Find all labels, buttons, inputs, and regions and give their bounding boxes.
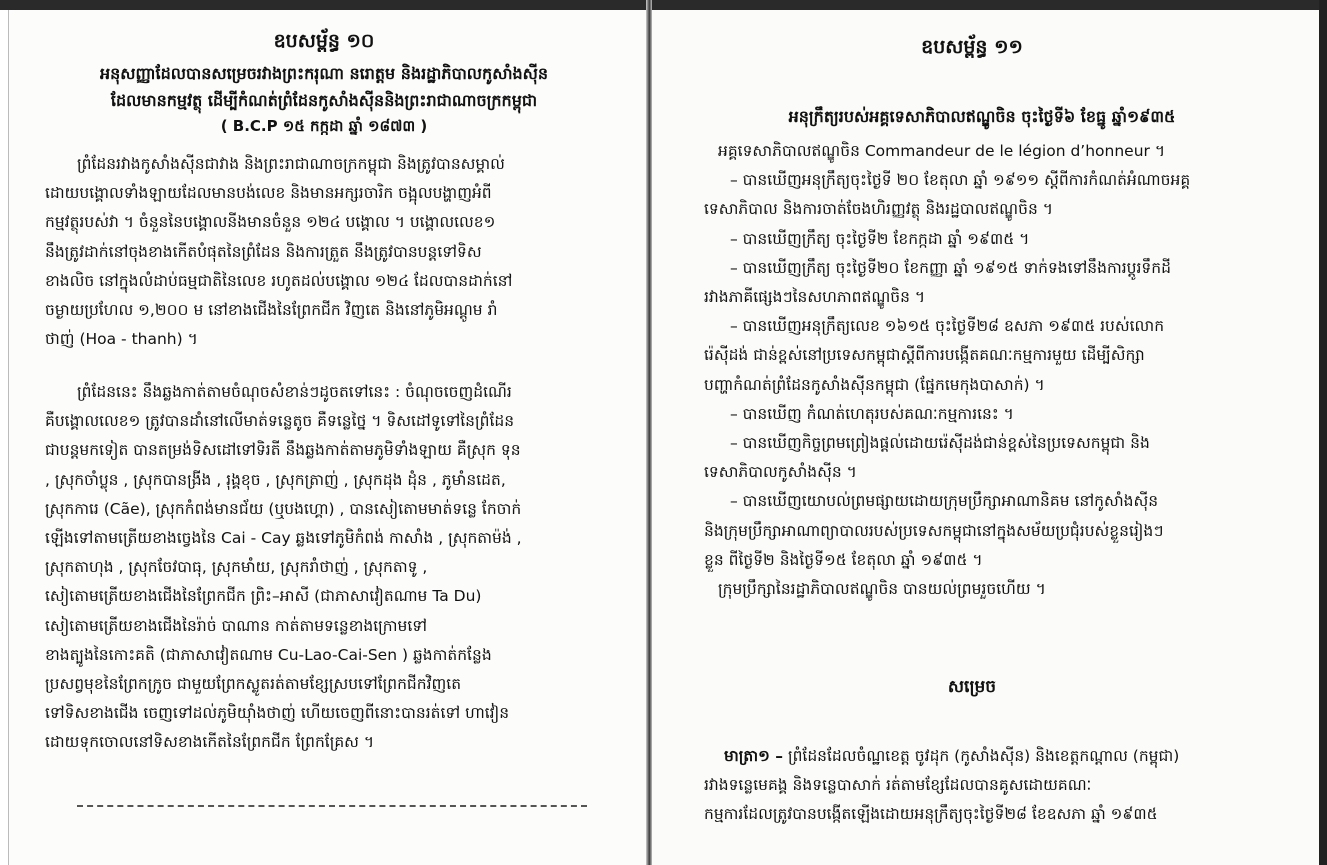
p2-line: ឡើងទៅតាមត្រើយខាងច្វេងនៃ Cai - Cay ឆ្លងទៅភូមិកំពង់ កាសាំង , ស្រុកតាម៉ង់ , — [45, 529, 522, 548]
annex-10-title-line2: ដែលមានកម្មវត្ថុ ដើម្បីកំណត់ព្រំដែនកូសាំងស៊ីននិងព្រះរាជាណាចក្រកម្ពុជា — [110, 91, 538, 110]
article-1-line1 — [704, 742, 1292, 771]
scan-top-border — [0, 0, 1327, 10]
p2-line: ទៅទិសខាងជើង ចេញទៅដល់ភូមិយ៉ាំងថាញ់ ហើយចេញពីនោះបានរត់ទៅ ហាវៀន — [45, 704, 510, 723]
article-1 — [704, 742, 1292, 830]
p1-line: ថាញ់ (Hoa - thanh) ។ — [45, 330, 198, 349]
annex-10-title-line1: អនុសញ្ញាដែលបានសម្រេចរវាងព្រះករុណា នរោត្តម និងរដ្ឋាភិបាលកូសាំងស៊ីន — [99, 64, 549, 83]
item-6-line: ទេសាភិបាលកូសាំងស៊ីន ។ — [704, 463, 857, 482]
p2-line: ប្រសព្វមុខនៃព្រែកក្រូច ជាមួយព្រែកស្លូតរត់តាមខ្សែស្របទៅព្រែកជីកវិញតេ — [45, 675, 462, 694]
p1-line: ព្រំដែនរវាងកូសាំងស៊ីនជាវាង និងព្រះរាជាណាចក្រកម្ពុជា និងត្រូវបានសម្គាល់ — [77, 155, 505, 173]
item-3-line: រវាងភាគីផ្សេងៗនៃសហភាពឥណ្ឌូចិន ។ — [704, 288, 926, 307]
item-7-line: និងក្រុមប្រឹក្សាអាណាព្យាបាលរបស់ប្រទេសកម្ពុជានៅក្នុងសម័យប្រជុំរបស់ខ្លួនរៀងៗ — [704, 521, 1164, 540]
article-1-line3: កម្មការដែលត្រូវបានបង្កើតឡើងដោយអនុក្រឹត្យចុះថ្ងៃទី២៨ ខែឧសភា ឆ្នាំ ១៩៣៥ — [704, 805, 1158, 824]
p2-line: ជាបន្តមកទៀត បានតម្រង់ទិសដៅទៅទិរតី នឹងឆ្លងកាត់តាមភូមិទាំងឡាយ គឺស្រុក ទុន — [45, 441, 521, 460]
p2-line: ស្រុកតាហុង , ស្រុកចែវបាធុ, ស្រុកមាំយ, ស្រុករាំថាញ់ , ស្រុកតាទូ , — [45, 558, 428, 577]
left-page — [8, 10, 646, 865]
p1-line: ដោយបង្គោលទាំងឡាយដែលមានបង់លេខ និងមានអក្សរចារិក ចង្អុលបង្ហាញអំពី — [45, 184, 492, 203]
annex-10-reference: ( B.C.P ១៥ កក្កដា ឆ្នាំ ១៨៧៣ ) — [220, 117, 428, 135]
left-paragraph-2 — [45, 378, 629, 758]
item-7-line: ខ្លួន ពីថ្ងៃទី២ និងថ្ងៃទី១៥ ខែតុលា ឆ្នាំ ១៩៣៥ ។ — [704, 550, 983, 569]
item-1-line: – បានឃើញអនុក្រឹត្យចុះថ្ងៃទី ២០ ខែតុលា ឆ្នាំ ១៩១១ ស្តីពីការកំណត់អំណាចអគ្គ — [730, 171, 1191, 190]
item-4-line: រ៉េស៊ីដង់ ជាន់ខ្ពស់នៅប្រទេសកម្ពុជាស្តីពីការបង្កើតគណៈកម្មការមួយ ដើម្បីសិក្សា — [704, 346, 1145, 365]
article-1-text: ព្រំដែនដែលចំណ្ឋខេត្ត ចូវដុក (កូសាំងស៊ីន) និងខេត្តកណ្តាល (កម្ពុជា) — [787, 747, 1180, 765]
item-8-line: ក្រុមប្រឹក្សានៃរដ្ឋាភិបាលឥណ្ឌូចិន បានយល់ព្រមរួចហើយ ។ — [718, 580, 1046, 599]
p2-line: សៀតោមត្រើយខាងជើងនៃរ៉ាច់ បាណាន កាត់តាមទន្លេខាងក្រោមទៅ — [45, 616, 428, 635]
p1-line: នឹងត្រូវដាក់នៅចុងខាងកើតបំផុតនៃព្រំដែន និងការត្រួត នឹងត្រូវបានបន្តទៅទិស — [45, 242, 482, 261]
item-2-line: – បានឃើញក្រឹត្យ ចុះថ្ងៃទី២ ខែកក្កដា ឆ្នាំ ១៩៣៥ ។ — [730, 229, 1030, 248]
annex-10-heading: ឧបសម្ព័ន្ធ ១០ — [273, 30, 375, 52]
right-preamble — [704, 137, 1292, 604]
annex-11-title: អនុក្រឹត្យរបស់អគ្គទេសាភិបាលឥណ្ឌូចិន ចុះថ្ងៃទី៦ ខែធ្នូ ឆ្នាំ១៩៣៥ — [788, 107, 1176, 126]
left-paragraph-1 — [45, 150, 629, 354]
p2-line: ខាងត្បូងនៃកោះគតិ (ជាភាសាវៀតណាម Cu-Lao-Cai-Sen ) ឆ្លងកាត់កន្លែង — [45, 645, 492, 664]
p2-line: ស្រុកការេ (Cãe), ស្រុកកំពង់មានជ័យ (ឬបងហ្គោ) , បានសៀតោមមាត់ទន្លេ កែចាក់ — [45, 499, 522, 518]
annex-11-heading: ឧបសម្ព័ន្ធ ១១ — [921, 36, 1023, 58]
p2-line: ដោយទុកចោលនៅទិសខាងកើតនៃព្រែកជីក ព្រែកគ្រែស ។ — [45, 733, 375, 752]
scan-right-border — [1319, 0, 1327, 865]
item-3-line: – បានឃើញក្រឹត្យ ចុះថ្ងៃទី២០ ខែកញ្ញា ឆ្នាំ ១៩១៥ ទាក់ទងទៅនឹងការប្តូរទឹកដី — [730, 258, 1171, 277]
article-1-line2: រវាងទន្លេមេគង្គ និងទន្លេបាសាក់ រត់តាមខ្សែដែលបានគូសដោយគណៈ — [704, 776, 1092, 795]
decision-heading: សម្រេច — [947, 677, 997, 697]
article-1-label: មាត្រា១ – — [724, 747, 784, 765]
p1-line: កម្មវត្ថុរបស់វា ។ ចំនួននៃបង្គោលនីងមានចំនួន ១២៤ បង្គោល ។ បង្គោលលេខ១ — [45, 213, 496, 232]
right-page — [652, 10, 1319, 865]
p2-line: , ស្រុកចាំប្លុន , ស្រុកបានង្រីង , រុង្គខុច , ស្រុកត្រាញ់ , ស្រុកដុង ដុំន , ភូមាំនដេត, — [45, 470, 506, 489]
section-end-rule — [77, 805, 587, 807]
p2-line: សៀតោមត្រើយខាងជើងនៃព្រែកជីក ព្រិះ–អាសី (ជាភាសាវៀតណាម Ta Du) — [45, 587, 482, 606]
item-7-line: – បានឃើញយោបល់ព្រមផ្សាយដោយក្រុមប្រឹក្សាអាណានិគម នៅកូសាំងស៊ីន — [730, 492, 1159, 511]
item-6-line: – បានឃើញកិច្ចព្រមព្រៀងផ្តល់ដោយរ៉េស៊ីដង់ជាន់ខ្ពស់នៃប្រទេសកម្ពុជា និង — [730, 434, 1150, 453]
item-4-line: បញ្ហាកំណត់ព្រំដែនកូសាំងស៊ីនកម្ពុជា (ផ្នែកមេកុងបាសាក់) ។ — [704, 375, 1045, 394]
item-5-line: – បានឃើញ កំណត់ហេតុរបស់គណៈកម្មការនេះ ។ — [730, 404, 1014, 423]
p2-line: ព្រំដែននេះ នឹងឆ្លងកាត់តាមចំណុចសំខាន់ៗដូចតទៅនេះ : ចំណុចចេញដំណើរ — [77, 383, 512, 401]
item-4-line: – បានឃើញអនុក្រឹត្យលេខ ១៦១៥ ចុះថ្ងៃទី២៨ ឧសភា ១៩៣៥ របស់លោក — [730, 317, 1165, 336]
p1-line: ខាងលិច នៅក្នុងលំដាប់ធម្មជាតិនៃលេខ រហូតដល់បង្គោល ១២៤ ដែលបានដាក់នៅ — [45, 271, 513, 290]
p2-line: គឺបង្គោលលេខ១ ត្រូវបានដាំនៅលើមាត់ទន្លេតូច គឺទន្លេថ្នៃ ។ ទិសដៅទូទៅនៃព្រំដែន — [45, 412, 515, 431]
p1-line: ចម្ងាយប្រហែល ១,២០០ ម នៅខាងជើងនៃព្រែកជីក វិញតេ និងនៅភូមិអណ្តូម រាំ — [45, 301, 498, 320]
intro-line: អគ្គទេសាភិបាលឥណ្ឌូចិន Commandeur de le légion d’honneur ។ — [718, 142, 1166, 160]
item-1-line: ទេសាភិបាល និងការចាត់ចែងហិរញ្ញវត្ថុ និងរដ្ឋបាលឥណ្ឌូចិន ។ — [704, 200, 1053, 219]
